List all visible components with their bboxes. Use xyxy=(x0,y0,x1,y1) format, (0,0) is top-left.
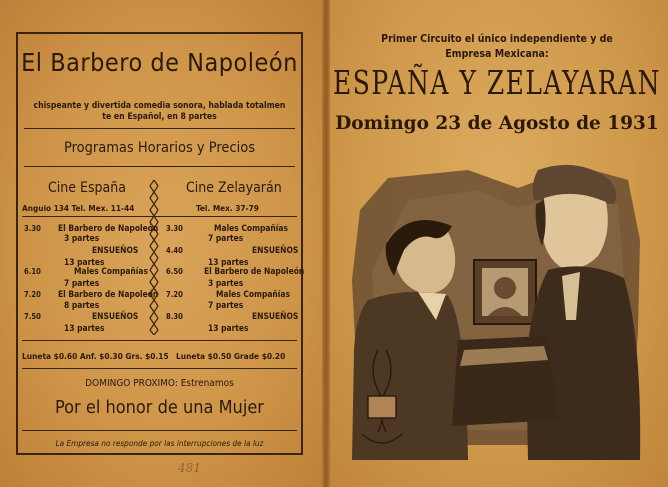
espana-row-5: El Barbero de Napoleón xyxy=(58,289,159,299)
espana-row-2: ENSUEÑOS xyxy=(92,245,139,255)
next-sunday-label: DOMINGO PROXIMO: Estrenamos xyxy=(85,378,234,389)
rule-above-prices xyxy=(22,340,297,341)
handwritten-mark: 481 xyxy=(178,461,201,475)
program-box xyxy=(16,32,303,455)
circuit-header-line1: Primer Circuito el único independiente y de xyxy=(381,33,613,45)
rule-below-prices xyxy=(22,368,297,369)
espana-time-5: 7.20 xyxy=(24,290,41,299)
zelayaran-row-6: ENSUEÑOS xyxy=(252,311,299,321)
section-heading: Programas Horarios y Precios xyxy=(63,140,256,156)
espana-row-1: El Barbero de Napoleón xyxy=(58,223,159,233)
zelayaran-time-1: 3.30 xyxy=(166,224,183,233)
espana-row-6: ENSUEÑOS xyxy=(92,311,139,321)
disclaimer: La Empresa no responde por las interrupciones de la luz xyxy=(55,438,264,448)
column-divider xyxy=(149,180,159,335)
cinemas-heading: ESPAÑA Y ZELAYARAN xyxy=(333,64,661,102)
zelayaran-time-6: 8.30 xyxy=(166,312,183,321)
zelayaran-time-2: 4.40 xyxy=(166,246,183,255)
espana-time-1: 3.30 xyxy=(24,224,41,233)
film-subtitle-line2: te en Español, en 8 partes xyxy=(102,112,217,122)
zelayaran-prices: Luneta $0.50 Grade $0.20 xyxy=(176,351,286,361)
espana-row-4: Males Compañías xyxy=(74,266,148,276)
espana-row-5-sub: 8 partes xyxy=(64,300,100,310)
zelayaran-row-1: Males Compañías xyxy=(214,223,288,233)
espana-row-3: 13 partes xyxy=(64,257,105,267)
event-date: Domingo 23 de Agosto de 1931 xyxy=(335,113,659,134)
cine-espana-name: Cine España xyxy=(48,180,126,196)
zelayaran-time-4: 6.50 xyxy=(166,267,183,276)
rule-under-cinemas xyxy=(22,216,297,217)
rule-under-heading xyxy=(24,166,295,167)
zelayaran-row-1-sub: 7 partes xyxy=(208,233,244,243)
film-title: El Barbero de Napoleón xyxy=(21,48,298,77)
next-film-title: Por el honor de una Mujer xyxy=(55,397,264,418)
zelayaran-row-5-sub: 7 partes xyxy=(208,300,244,310)
zelayaran-row-4-sub: 3 partes xyxy=(208,278,244,288)
zelayaran-row-3: 13 partes xyxy=(208,257,249,267)
cine-zelayaran-name: Cine Zelayarán xyxy=(186,180,282,196)
cine-espana-address: Anguio 134 Tel. Mex. 11-44 xyxy=(22,203,135,213)
rule-bottom xyxy=(22,430,297,431)
zelayaran-row-4: El Barbero de Napoleón xyxy=(204,266,305,276)
cine-zelayaran-address: Tel. Mex. 37-79 xyxy=(196,203,259,213)
rule-top xyxy=(24,128,295,129)
circuit-header-line2: Empresa Mexicana: xyxy=(445,48,549,60)
espana-time-6: 7.50 xyxy=(24,312,41,321)
espana-prices: Luneta $0.60 Anf. $0.30 Grs. $0.15 xyxy=(22,351,169,361)
zelayaran-row-6-sub: 13 partes xyxy=(208,323,249,333)
espana-row-1-sub: 3 partes xyxy=(64,233,100,243)
zelayaran-row-2: ENSUEÑOS xyxy=(252,245,299,255)
film-subtitle-line1: chispeante y divertida comedia sonora, hablada totalmen xyxy=(33,101,286,111)
espana-row-6-sub: 13 partes xyxy=(64,323,105,333)
couple-illustration xyxy=(348,160,644,460)
espana-row-4-sub: 7 partes xyxy=(64,278,100,288)
zelayaran-row-5: Males Compañías xyxy=(216,289,290,299)
zelayaran-time-5: 7.20 xyxy=(166,290,183,299)
espana-time-4: 6.10 xyxy=(24,267,41,276)
